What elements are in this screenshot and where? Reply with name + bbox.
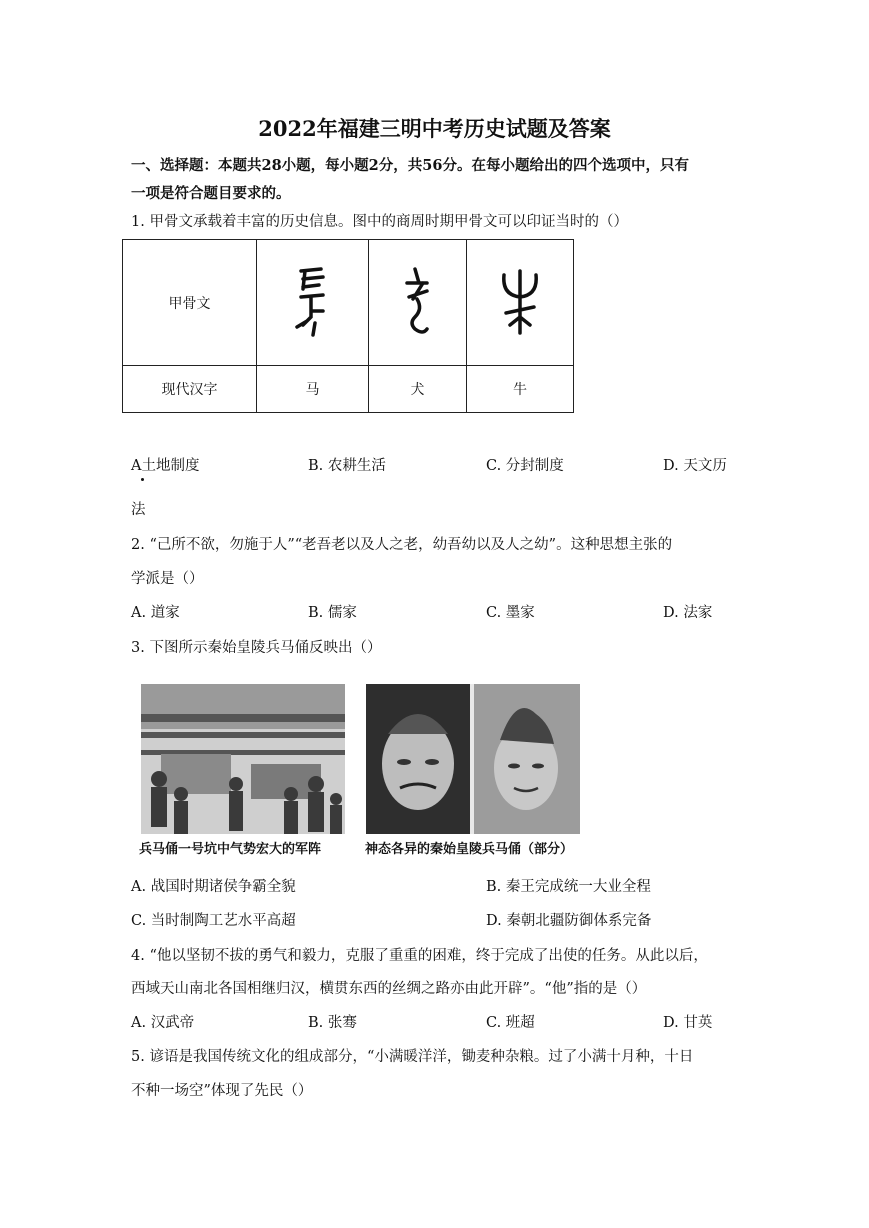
oracle-char-ox	[467, 240, 574, 366]
modern-row-label: 现代汉字	[123, 366, 257, 413]
option-1d: D. 天文历	[663, 458, 727, 474]
option-1d-cont: 法	[131, 502, 146, 518]
option-4c: C. 班超	[486, 1015, 535, 1031]
option-4a: A. 汉武帝	[131, 1015, 195, 1031]
oracle-ox-icon	[490, 261, 550, 341]
oracle-char-dog	[369, 240, 467, 366]
emphasis-dot	[141, 478, 144, 481]
oracle-table	[122, 239, 574, 413]
option-1a: A土地制度	[131, 458, 200, 474]
option-2c: C. 墨家	[486, 605, 535, 621]
question-3-stem: 3. 下图所示秦始皇陵兵马俑反映出（）	[131, 640, 382, 656]
question-5-stem: 5. 谚语是我国传统文化的组成部分，“小满暖洋洋，锄麦种杂粮。过了小满十月种，十日	[131, 1049, 694, 1065]
option-2b: B. 儒家	[308, 605, 357, 621]
option-3d: D. 秦朝北疆防御体系完备	[486, 913, 652, 929]
section-heading: 一、选择题：本题共28小题，每小题2分，共56分。在每小题给出的四个选项中，只有	[131, 157, 689, 174]
terracotta-army-photo	[141, 684, 345, 834]
page-title: 2022年福建三明中考历史试题及答案	[258, 116, 611, 141]
option-2a: A. 道家	[131, 605, 180, 621]
oracle-char-horse	[257, 240, 369, 366]
modern-char: 牛	[467, 366, 574, 413]
option-1b: B. 农耕生活	[308, 458, 386, 474]
question-1-stem: 1. 甲骨文承载着丰富的历史信息。图中的商周时期甲骨文可以印证当时的（）	[131, 214, 628, 230]
oracle-row-label: 甲骨文	[123, 240, 257, 366]
section-heading-cont: 一项是符合题目要求的。	[131, 185, 291, 202]
question-4-stem: 4. “他以坚韧不拔的勇气和毅力，克服了重重的困难，终于完成了出使的任务。从此以后，	[131, 948, 708, 964]
option-2d: D. 法家	[663, 605, 713, 621]
option-4b: B. 张骞	[308, 1015, 357, 1031]
terracotta-faces-photo	[366, 684, 580, 834]
option-4d: D. 甘英	[663, 1015, 713, 1031]
caption-terracotta-army: 兵马俑一号坑中气势宏大的军阵	[139, 842, 322, 857]
modern-char: 犬	[369, 366, 467, 413]
option-3b: B. 秦王完成统一大业全程	[486, 879, 651, 895]
question-4-stem-cont: 西域天山南北各国相继归汉，横贯东西的丝绸之路亦由此开辟”。“他”指的是（）	[131, 981, 647, 997]
oracle-dog-icon	[393, 261, 443, 341]
question-2-stem-cont: 学派是（）	[131, 571, 204, 587]
caption-terracotta-faces: 神态各异的秦始皇陵兵马俑（部分）	[365, 842, 574, 857]
option-3c: C. 当时制陶工艺水平高超	[131, 913, 296, 929]
question-2-stem: 2. “己所不欲，勿施于人”“老吾老以及人之老，幼吾幼以及人之幼”。这种思想主张的	[131, 537, 673, 553]
oracle-horse-icon	[283, 261, 343, 341]
question-5-stem-cont: 不种一场空”体现了先民（）	[131, 1083, 313, 1099]
option-1c: C. 分封制度	[486, 458, 564, 474]
modern-char: 马	[257, 366, 369, 413]
option-3a: A. 战国时期诸侯争霸全貌	[131, 879, 296, 895]
